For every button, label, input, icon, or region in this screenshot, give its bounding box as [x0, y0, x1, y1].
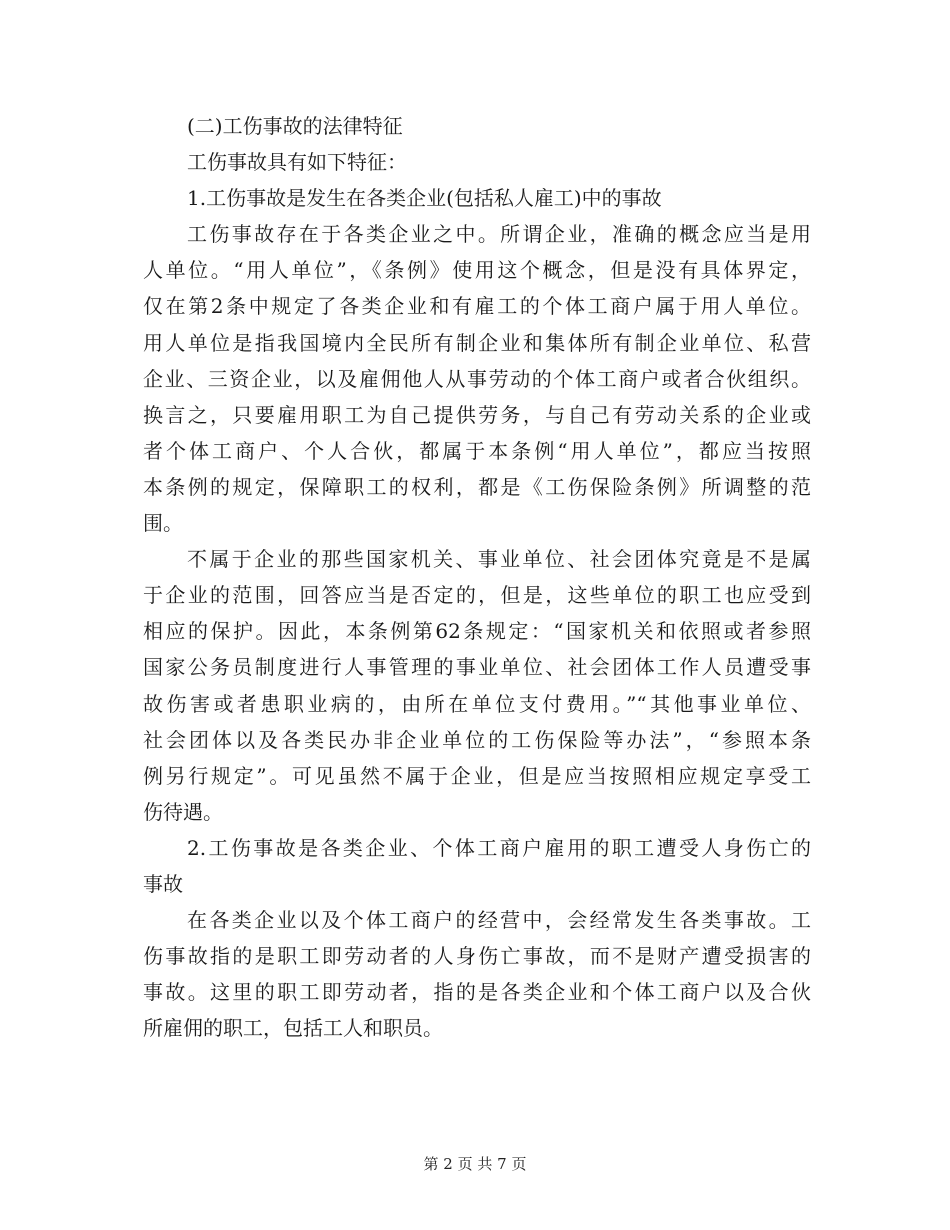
text-line: 例另行规定”。可见虽然不属于企业，但是应当按照相应规定享受工 — [143, 763, 811, 788]
subheading-1: 1.工伤事故是发生在各类企业(包括私人雇工)中的事故 — [187, 186, 662, 211]
text-line: 社会团体以及各类民办非企业单位的工伤保险等办法”，“参照本条 — [143, 727, 811, 752]
text-line: 企业、三资企业，以及雇佣他人从事劳动的个体工商户或者合伙组织。 — [143, 366, 811, 391]
subheading-2: 2.工伤事故是各类企业、个体工商户雇用的职工遭受人身伤亡的 — [187, 835, 811, 860]
text-line: 不属于企业的那些国家机关、事业单位、社会团体究竟是不是属 — [187, 547, 811, 572]
text-line: 伤待遇。 — [143, 799, 223, 824]
text-line: 者个体工商户、个人合伙，都属于本条例“用人单位”，都应当按照 — [143, 438, 811, 463]
text-line: 围。 — [143, 511, 183, 536]
text-line: 工伤事故具有如下特征： — [187, 150, 407, 175]
text-line: 工伤事故存在于各类企业之中。所谓企业，准确的概念应当是用 — [187, 222, 811, 247]
text-line: 国家公务员制度进行人事管理的事业单位、社会团体工作人员遭受事 — [143, 655, 811, 680]
text-line: 人单位。“用人单位”，《条例》使用这个概念，但是没有具体界定， — [143, 258, 811, 283]
text-line: 伤事故指的是职工即劳动者的人身伤亡事故，而不是财产遭受损害的 — [143, 944, 811, 969]
text-line: 于企业的范围，回答应当是否定的，但是，这些单位的职工也应受到 — [143, 583, 811, 608]
text-line: 换言之，只要雇用职工为自己提供劳务，与自己有劳动关系的企业或 — [143, 402, 811, 427]
text-line: 本条例的规定，保障职工的权利，都是《工伤保险条例》所调整的范 — [143, 474, 811, 499]
document-body — [143, 108, 811, 1046]
text-line: 事故。这里的职工即劳动者，指的是各类企业和个体工商户以及合伙 — [143, 980, 811, 1005]
section-heading: (二)工伤事故的法律特征 — [187, 114, 403, 138]
page-number-footer: 第 2 页 共 7 页 — [423, 1155, 527, 1173]
text-line: 所雇佣的职工，包括工人和职员。 — [143, 1016, 443, 1041]
subheading-2-continued: 事故 — [143, 871, 183, 896]
text-line: 故伤害或者患职业病的，由所在单位支付费用。”“其他事业单位、 — [143, 691, 811, 716]
text-line: 用人单位是指我国境内全民所有制企业和集体所有制企业单位、私营 — [143, 330, 811, 355]
text-line: 相应的保护。因此，本条例第62条规定：“国家机关和依照或者参照 — [143, 619, 811, 644]
text-line: 仅在第2条中规定了各类企业和有雇工的个体工商户属于用人单位。 — [143, 294, 811, 319]
text-line: 在各类企业以及个体工商户的经营中，会经常发生各类事故。工 — [187, 908, 811, 933]
